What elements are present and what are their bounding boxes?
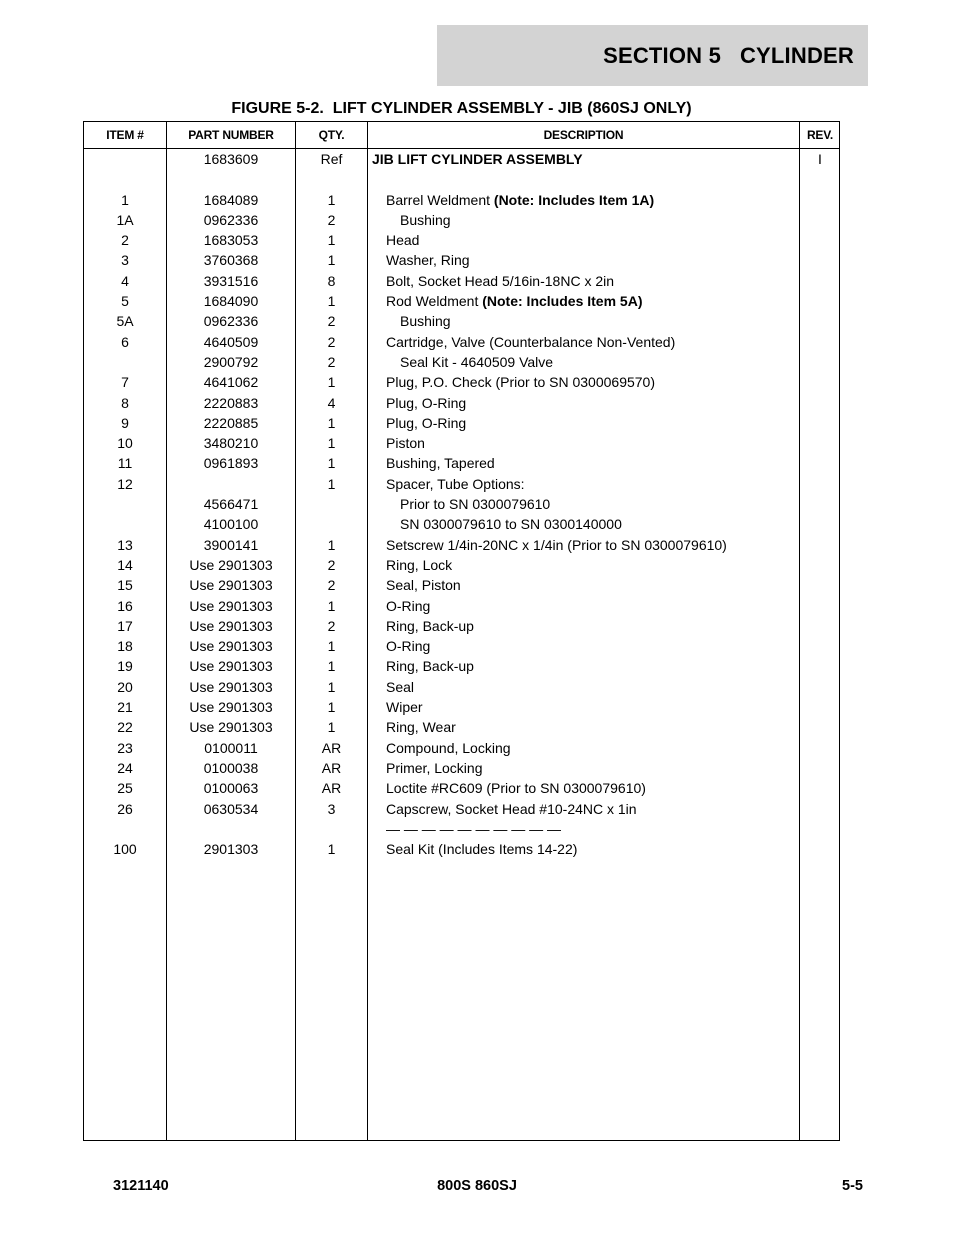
table-row xyxy=(84,595,839,615)
table-row xyxy=(84,270,839,290)
table-body xyxy=(84,148,839,858)
cell-item-number: 20 xyxy=(117,678,133,695)
parts-table xyxy=(83,121,840,1141)
description-text: Barrel Weldment xyxy=(386,191,494,208)
header-rev: REV. xyxy=(806,128,834,142)
table-row xyxy=(84,737,839,757)
footer-document-number: 3121140 xyxy=(113,1178,169,1194)
cell-item-number: 22 xyxy=(117,719,133,736)
cell-part-number: Use 2901303 xyxy=(189,658,273,675)
cell-part-number: 0100011 xyxy=(204,739,258,756)
description-text: Plug, O-Ring xyxy=(386,414,467,431)
description-text: Ring, Wear xyxy=(386,719,456,736)
cell-item-number: 19 xyxy=(117,658,133,675)
cell-part-number: 0100063 xyxy=(203,780,259,797)
cell-item-number: 1 xyxy=(121,191,129,208)
description-text: Plug, P.O. Check (Prior to SN 0300069570) xyxy=(386,374,656,391)
cell-description xyxy=(386,335,811,349)
cell-quantity: 1 xyxy=(327,536,336,553)
description-note: (Note: Includes Item 1A) xyxy=(493,191,655,208)
cell-quantity: 2 xyxy=(327,617,336,634)
table-row xyxy=(84,818,839,838)
table-row xyxy=(84,371,839,391)
cell-quantity: 1 xyxy=(327,191,336,208)
table-row xyxy=(84,696,839,716)
table-row xyxy=(84,574,839,594)
cell-part-number: Use 2901303 xyxy=(189,617,273,634)
description-text: Seal, Piston xyxy=(386,577,461,594)
cell-description xyxy=(386,416,811,430)
cell-description xyxy=(386,233,811,247)
cell-quantity: 3 xyxy=(327,800,336,817)
cell-quantity: 1 xyxy=(327,597,336,614)
table-row xyxy=(84,452,839,472)
cell-part-number: Use 2901303 xyxy=(189,678,273,695)
cell-part-number: 1683609 xyxy=(203,151,259,167)
cell-item-number: 100 xyxy=(113,841,137,858)
table-row xyxy=(84,798,839,818)
cell-quantity: 1 xyxy=(327,638,336,655)
table-row xyxy=(84,757,839,777)
cell-quantity: 2 xyxy=(327,353,336,370)
cell-description xyxy=(400,497,825,511)
cell-description xyxy=(386,456,811,470)
description-text: Wiper xyxy=(386,699,423,716)
description-text: Primer, Locking xyxy=(386,759,483,776)
cell-part-number: 2900792 xyxy=(203,353,259,370)
table-row xyxy=(84,716,839,736)
table-row xyxy=(84,655,839,675)
description-note: (Note: Includes Item 5A) xyxy=(482,293,643,310)
description-text: O-Ring xyxy=(386,638,431,655)
cell-quantity: 1 xyxy=(327,293,336,310)
cell-part-number: Use 2901303 xyxy=(189,556,273,573)
cell-part-number: Use 2901303 xyxy=(189,719,273,736)
table-row xyxy=(84,554,839,574)
cell-part-number: 2220883 xyxy=(203,394,259,411)
cell-item-number: 2 xyxy=(121,232,129,249)
table-row xyxy=(84,635,839,655)
cell-item-number: 24 xyxy=(117,759,133,776)
cell-description xyxy=(386,375,811,389)
description-text: Plug, O-Ring xyxy=(386,394,467,411)
cell-quantity: 2 xyxy=(327,577,336,594)
cell-quantity: 1 xyxy=(327,374,336,391)
cell-item-number: 15 xyxy=(117,577,133,594)
cell-item-number: 18 xyxy=(117,638,133,655)
table-row xyxy=(84,331,839,351)
footer-page-number: 5-5 xyxy=(842,1178,863,1194)
cell-quantity: 1 xyxy=(327,252,336,269)
table-row xyxy=(84,168,839,188)
cell-description xyxy=(386,720,811,734)
cell-part-number: 1683053 xyxy=(203,232,259,249)
cell-quantity: 1 xyxy=(327,841,336,858)
cell-quantity: 1 xyxy=(327,719,336,736)
description-text: Compound, Locking xyxy=(386,739,511,756)
cell-item-number: 11 xyxy=(117,455,133,472)
cell-description xyxy=(400,314,825,328)
description-text: Spacer, Tube Options: xyxy=(386,475,525,492)
table-row xyxy=(84,412,839,432)
description-text: Head xyxy=(386,232,420,249)
description-text: Prior to SN 0300079610 xyxy=(400,496,551,513)
description-text: Seal xyxy=(386,678,415,695)
cell-description xyxy=(372,152,797,166)
cell-part-number: 3480210 xyxy=(203,435,259,452)
description-text: JIB LIFT CYLINDER ASSEMBLY xyxy=(372,151,583,167)
cell-part-number: 0961893 xyxy=(203,455,259,472)
cell-item-number: 13 xyxy=(117,536,133,553)
cell-quantity: 1 xyxy=(327,475,336,492)
cell-quantity: 1 xyxy=(327,435,336,452)
cell-item-number: 5A xyxy=(116,313,134,330)
table-row xyxy=(84,351,839,371)
table-row xyxy=(84,392,839,412)
cell-item-number: 7 xyxy=(121,374,129,391)
cell-part-number: 0100038 xyxy=(203,759,259,776)
table-row xyxy=(84,229,839,249)
cell-description xyxy=(386,436,811,450)
cell-item-number: 16 xyxy=(117,597,133,614)
cell-description xyxy=(386,700,811,714)
section-header: SECTION 5 CYLINDER xyxy=(437,25,868,86)
table-row xyxy=(84,249,839,269)
cell-part-number: 2901303 xyxy=(203,841,259,858)
cell-description xyxy=(386,253,811,267)
figure-title: FIGURE 5-2. LIFT CYLINDER ASSEMBLY - JIB (860SJ ONLY) xyxy=(231,100,692,117)
cell-quantity: 1 xyxy=(327,699,336,716)
cell-description xyxy=(386,294,811,308)
cell-item-number: 17 xyxy=(117,617,133,634)
cell-description xyxy=(386,781,811,795)
table-row xyxy=(84,493,839,513)
cell-quantity: 1 xyxy=(327,414,336,431)
cell-quantity: AR xyxy=(321,739,342,756)
table-row xyxy=(84,290,839,310)
footer-model: 800S 860SJ xyxy=(437,1178,517,1194)
cell-part-number: 0962336 xyxy=(203,313,259,330)
cell-item-number: 12 xyxy=(117,475,133,492)
cell-quantity: 4 xyxy=(327,394,336,411)
header-qty: QTY. xyxy=(318,128,345,142)
cell-quantity: AR xyxy=(321,780,342,797)
header-item: ITEM # xyxy=(106,128,144,142)
description-text: Seal Kit - 4640509 Valve xyxy=(400,353,554,370)
table-row xyxy=(84,513,839,533)
cell-item-number: 10 xyxy=(117,435,133,452)
cell-description xyxy=(386,477,811,491)
cell-item-number: 1A xyxy=(116,211,134,228)
cell-revision: I xyxy=(818,151,822,167)
cell-description xyxy=(386,538,811,552)
cell-part-number: 1684089 xyxy=(203,191,259,208)
description-text: Capscrew, Socket Head #10-24NC x 1in xyxy=(386,800,637,817)
cell-item-number: 21 xyxy=(117,699,133,716)
cell-part-number: Use 2901303 xyxy=(189,638,273,655)
table-row xyxy=(84,676,839,696)
description-text: Ring, Lock xyxy=(386,556,453,573)
header-part-number: PART NUMBER xyxy=(188,128,274,142)
cell-item-number: 25 xyxy=(117,780,133,797)
cell-part-number: 4566471 xyxy=(203,496,259,513)
cell-quantity: 1 xyxy=(327,658,336,675)
cell-description xyxy=(386,761,811,775)
cell-description xyxy=(400,213,825,227)
table-row xyxy=(84,615,839,635)
description-text: Ring, Back-up xyxy=(386,617,474,634)
cell-quantity: 2 xyxy=(327,211,336,228)
table-row xyxy=(84,189,839,209)
table-row xyxy=(84,534,839,554)
description-text: Bushing xyxy=(400,211,451,228)
description-text: Piston xyxy=(386,435,425,452)
cell-part-number: 3760368 xyxy=(203,252,259,269)
cell-item-number: 26 xyxy=(117,800,133,817)
cell-quantity: AR xyxy=(321,759,342,776)
cell-item-number: 6 xyxy=(121,333,129,350)
cell-quantity: 1 xyxy=(327,678,336,695)
cell-item-number: 4 xyxy=(121,272,129,289)
cell-part-number: 0630534 xyxy=(203,800,259,817)
description-text: Ring, Back-up xyxy=(386,658,474,675)
cell-part-number: Use 2901303 xyxy=(189,597,273,614)
table-row xyxy=(84,209,839,229)
cell-description xyxy=(386,578,811,592)
cell-description xyxy=(386,842,811,856)
cell-part-number: 0962336 xyxy=(203,211,259,228)
cell-item-number: 23 xyxy=(117,739,133,756)
cell-part-number: 3900141 xyxy=(203,536,259,553)
description-text: Rod Weldment xyxy=(386,293,483,310)
description-text: Bushing xyxy=(400,313,451,330)
cell-quantity: 2 xyxy=(327,556,336,573)
cell-part-number: 3931516 xyxy=(203,272,259,289)
cell-description xyxy=(386,741,811,755)
cell-item-number: 14 xyxy=(117,556,133,573)
cell-description xyxy=(386,822,811,836)
cell-part-number: 4641062 xyxy=(203,374,259,391)
table-row xyxy=(84,310,839,330)
description-text: — — — — — — — — — — xyxy=(386,820,562,837)
cell-item-number: 9 xyxy=(121,414,129,431)
cell-description xyxy=(386,558,811,572)
description-text: Cartridge, Valve (Counterbalance Non-Vented) xyxy=(386,333,676,350)
description-text: SN 0300079610 to SN 0300140000 xyxy=(400,516,622,533)
description-text: Bushing, Tapered xyxy=(386,455,495,472)
cell-part-number: 1684090 xyxy=(203,293,259,310)
table-row xyxy=(84,777,839,797)
cell-description xyxy=(386,659,811,673)
cell-description xyxy=(386,599,811,613)
cell-description xyxy=(386,396,811,410)
cell-description xyxy=(386,193,811,207)
cell-description xyxy=(400,355,825,369)
cell-quantity: Ref xyxy=(320,151,343,167)
cell-description xyxy=(386,619,811,633)
cell-description xyxy=(400,517,825,531)
table-row xyxy=(84,473,839,493)
cell-quantity: 2 xyxy=(327,333,336,350)
cell-quantity: 1 xyxy=(327,455,336,472)
table-row xyxy=(84,432,839,452)
cell-description xyxy=(386,274,811,288)
table-row xyxy=(84,148,839,168)
description-text: Setscrew 1/4in-20NC x 1/4in (Prior to SN 0300079610) xyxy=(386,536,727,553)
cell-part-number: 2220885 xyxy=(203,414,259,431)
cell-part-number: Use 2901303 xyxy=(189,699,273,716)
cell-item-number: 5 xyxy=(121,293,129,310)
table-row xyxy=(84,838,839,858)
cell-item-number: 8 xyxy=(121,394,129,411)
cell-description xyxy=(386,680,811,694)
cell-part-number: Use 2901303 xyxy=(189,577,273,594)
cell-part-number: 4640509 xyxy=(203,333,259,350)
cell-item-number: 3 xyxy=(121,252,129,269)
cell-quantity: 1 xyxy=(327,232,336,249)
cell-quantity: 2 xyxy=(327,313,336,330)
description-text: Bolt, Socket Head 5/16in-18NC x 2in xyxy=(386,272,615,289)
cell-part-number: 4100100 xyxy=(203,516,259,533)
cell-description xyxy=(386,802,811,816)
cell-description xyxy=(386,639,811,653)
description-text: Washer, Ring xyxy=(386,252,470,269)
description-text: Loctite #RC609 (Prior to SN 0300079610) xyxy=(386,780,646,797)
description-text: O-Ring xyxy=(386,597,431,614)
description-text: Seal Kit (Includes Items 14-22) xyxy=(386,841,578,858)
header-description: DESCRIPTION xyxy=(543,128,624,142)
cell-quantity: 8 xyxy=(327,272,336,289)
